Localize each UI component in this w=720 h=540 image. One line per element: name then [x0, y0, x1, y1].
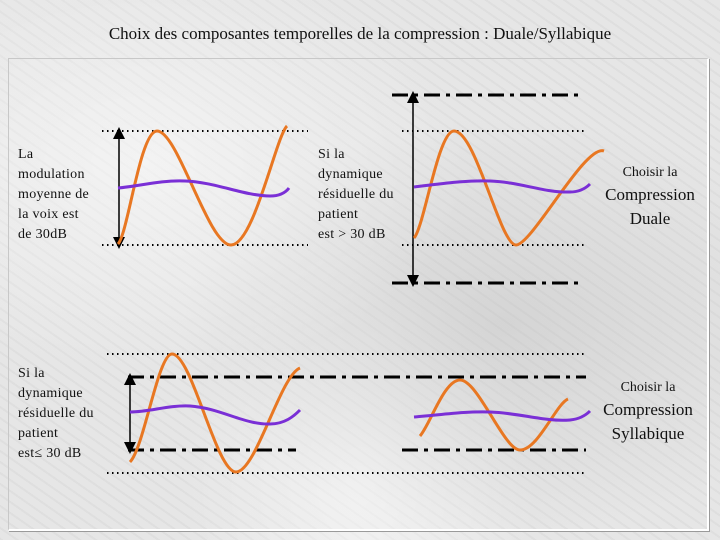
- input-wave: [414, 131, 604, 245]
- text-line: la voix est: [18, 207, 79, 222]
- text-line: Si la: [318, 147, 345, 162]
- text-line: dynamique: [18, 386, 83, 401]
- text-line: Si la: [18, 366, 45, 381]
- text-line: La: [18, 147, 34, 162]
- text-line: de 30dB: [18, 227, 68, 242]
- result-line: Syllabique: [611, 424, 685, 443]
- text-line: modulation: [18, 167, 85, 182]
- input-wave: [130, 354, 300, 472]
- text-line: patient: [318, 207, 359, 222]
- text-line: résiduelle du: [318, 187, 394, 202]
- text-line: moyenne de: [18, 187, 90, 202]
- text-line: est > 30 dB: [318, 227, 386, 242]
- text-line: patient: [18, 426, 59, 441]
- text-line: dynamique: [318, 167, 383, 182]
- result-line: Choisir la: [622, 165, 678, 180]
- result-line: Choisir la: [620, 380, 676, 395]
- slide-title: Choix des composantes temporelles de la compression : Duale/Syllabique: [108, 24, 612, 43]
- result-line: Compression: [603, 400, 693, 419]
- text-line: est≤ 30 dB: [18, 446, 82, 461]
- text-line: résiduelle du: [18, 406, 94, 421]
- result-line: Compression: [605, 185, 695, 204]
- output-wave: [414, 411, 590, 420]
- result-line: Duale: [629, 209, 671, 228]
